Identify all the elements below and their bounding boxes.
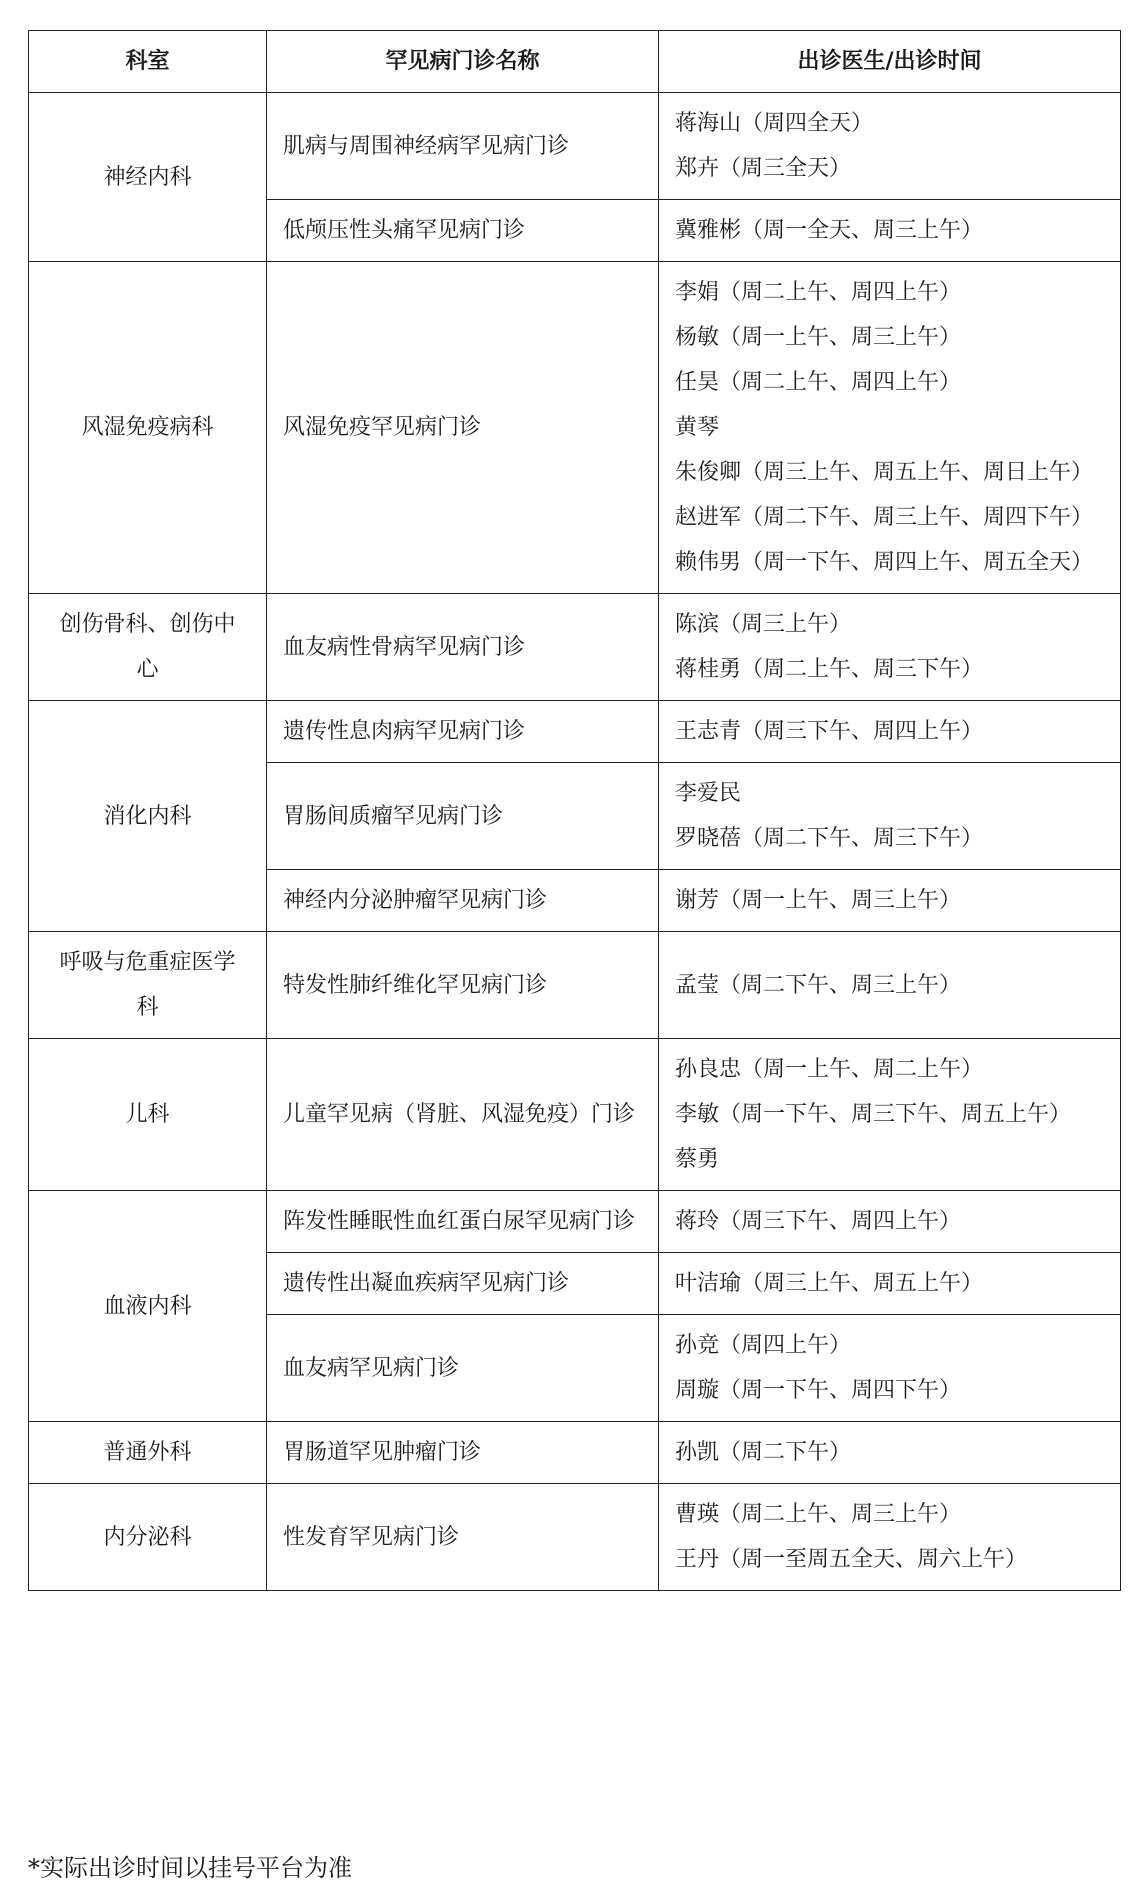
clinic-name-cell: 胃肠间质瘤罕见病门诊 xyxy=(267,763,659,870)
doctor-schedule: 王丹（周一至周五全天、周六上午） xyxy=(675,1547,1028,1572)
doctor-schedule: 黄琴 xyxy=(675,415,720,440)
table-row xyxy=(29,1191,1121,1253)
doctor-schedule: 蒋海山（周四全天） xyxy=(675,111,874,136)
department-cell: 血液内科 xyxy=(29,1191,267,1422)
table-body xyxy=(29,93,1121,1591)
doctor-schedule: 李爱民 xyxy=(675,781,742,806)
clinic-name-cell: 低颅压性头痛罕见病门诊 xyxy=(267,200,659,262)
clinic-name-cell: 性发育罕见病门诊 xyxy=(267,1484,659,1591)
doctor-schedule: 罗晓蓓（周二下午、周三下午） xyxy=(675,826,984,851)
clinic-name-cell: 遗传性出凝血疾病罕见病门诊 xyxy=(267,1253,659,1315)
clinic-name-cell: 阵发性睡眠性血红蛋白尿罕见病门诊 xyxy=(267,1191,659,1253)
doctors-cell xyxy=(659,1039,1121,1191)
doctors-cell xyxy=(659,594,1121,701)
doctors-cell xyxy=(659,701,1121,763)
doctor-schedule: 李敏（周一下午、周三下午、周五上午） xyxy=(675,1102,1072,1127)
department-cell: 内分泌科 xyxy=(29,1484,267,1591)
doctor-schedule: 赖伟男（周一下午、周四上午、周五全天） xyxy=(675,550,1094,575)
doctor-schedule: 谢芳（周一上午、周三上午） xyxy=(675,888,962,913)
doctor-schedule: 冀雅彬（周一全天、周三上午） xyxy=(675,218,984,243)
doctor-schedule: 朱俊卿（周三上午、周五上午、周日上午） xyxy=(675,460,1094,485)
doctor-schedule: 任昊（周二上午、周四上午） xyxy=(675,370,962,395)
doctors-cell xyxy=(659,870,1121,932)
doctor-schedule: 赵进军（周二下午、周三上午、周四下午） xyxy=(675,505,1094,530)
clinic-table xyxy=(28,30,1121,1591)
doctors-cell xyxy=(659,1484,1121,1591)
table-row xyxy=(29,1484,1121,1591)
doctor-schedule: 孙良忠（周一上午、周二上午） xyxy=(675,1057,984,1082)
department-cell: 普通外科 xyxy=(29,1422,267,1484)
department-cell: 呼吸与危重症医学科 xyxy=(29,932,267,1039)
table-row xyxy=(29,1422,1121,1484)
doctor-schedule: 孙竞（周四上午） xyxy=(675,1333,852,1358)
doctor-schedule: 周璇（周一下午、周四下午） xyxy=(675,1378,962,1403)
doctor-schedule: 蒋玲（周三下午、周四上午） xyxy=(675,1209,962,1234)
department-cell: 风湿免疫病科 xyxy=(29,262,267,594)
footnote: *实际出诊时间以挂号平台为准 xyxy=(28,1854,352,1882)
doctor-schedule: 蔡勇 xyxy=(675,1147,720,1172)
clinic-name-cell: 肌病与周围神经病罕见病门诊 xyxy=(267,93,659,200)
clinic-name-cell: 特发性肺纤维化罕见病门诊 xyxy=(267,932,659,1039)
header-department: 科室 xyxy=(29,31,267,93)
clinic-name-cell: 血友病罕见病门诊 xyxy=(267,1315,659,1422)
doctors-cell xyxy=(659,1191,1121,1253)
department-cell: 神经内科 xyxy=(29,93,267,262)
department-cell: 儿科 xyxy=(29,1039,267,1191)
doctors-cell xyxy=(659,1253,1121,1315)
table-row xyxy=(29,594,1121,701)
doctor-schedule: 叶洁瑜（周三上午、周五上午） xyxy=(675,1271,984,1296)
header-doctors: 出诊医生/出诊时间 xyxy=(659,31,1121,93)
doctor-schedule: 曹瑛（周二上午、周三上午） xyxy=(675,1502,962,1527)
clinic-schedule xyxy=(28,30,1120,1591)
header-clinic: 罕见病门诊名称 xyxy=(267,31,659,93)
clinic-name-cell: 神经内分泌肿瘤罕见病门诊 xyxy=(267,870,659,932)
table-row xyxy=(29,701,1121,763)
doctor-schedule: 孙凯（周二下午） xyxy=(675,1440,852,1465)
department-cell: 创伤骨科、创伤中心 xyxy=(29,594,267,701)
doctors-cell xyxy=(659,763,1121,870)
doctors-cell xyxy=(659,1315,1121,1422)
clinic-name-cell: 遗传性息肉病罕见病门诊 xyxy=(267,701,659,763)
doctor-schedule: 王志青（周三下午、周四上午） xyxy=(675,719,984,744)
table-row xyxy=(29,1039,1121,1191)
doctors-cell xyxy=(659,932,1121,1039)
doctor-schedule: 杨敏（周一上午、周三上午） xyxy=(675,325,962,350)
doctor-schedule: 孟莹（周二下午、周三上午） xyxy=(675,972,962,998)
doctors-cell xyxy=(659,1422,1121,1484)
clinic-name-cell: 儿童罕见病（肾脏、风湿免疫）门诊 xyxy=(267,1039,659,1191)
clinic-name-cell: 血友病性骨病罕见病门诊 xyxy=(267,594,659,701)
table-row xyxy=(29,932,1121,1039)
doctor-schedule: 陈滨（周三上午） xyxy=(675,612,852,637)
table-header-row xyxy=(29,31,1121,93)
doctors-cell xyxy=(659,262,1121,594)
clinic-name-cell: 胃肠道罕见肿瘤门诊 xyxy=(267,1422,659,1484)
clinic-name-cell: 风湿免疫罕见病门诊 xyxy=(267,262,659,594)
doctor-schedule: 蒋桂勇（周二上午、周三下午） xyxy=(675,657,984,682)
table-row xyxy=(29,262,1121,594)
doctors-cell xyxy=(659,93,1121,200)
doctor-schedule: 郑卉（周三全天） xyxy=(675,156,852,181)
doctors-cell xyxy=(659,200,1121,262)
department-cell: 消化内科 xyxy=(29,701,267,932)
table-row xyxy=(29,93,1121,200)
doctor-schedule: 李娟（周二上午、周四上午） xyxy=(675,280,962,305)
